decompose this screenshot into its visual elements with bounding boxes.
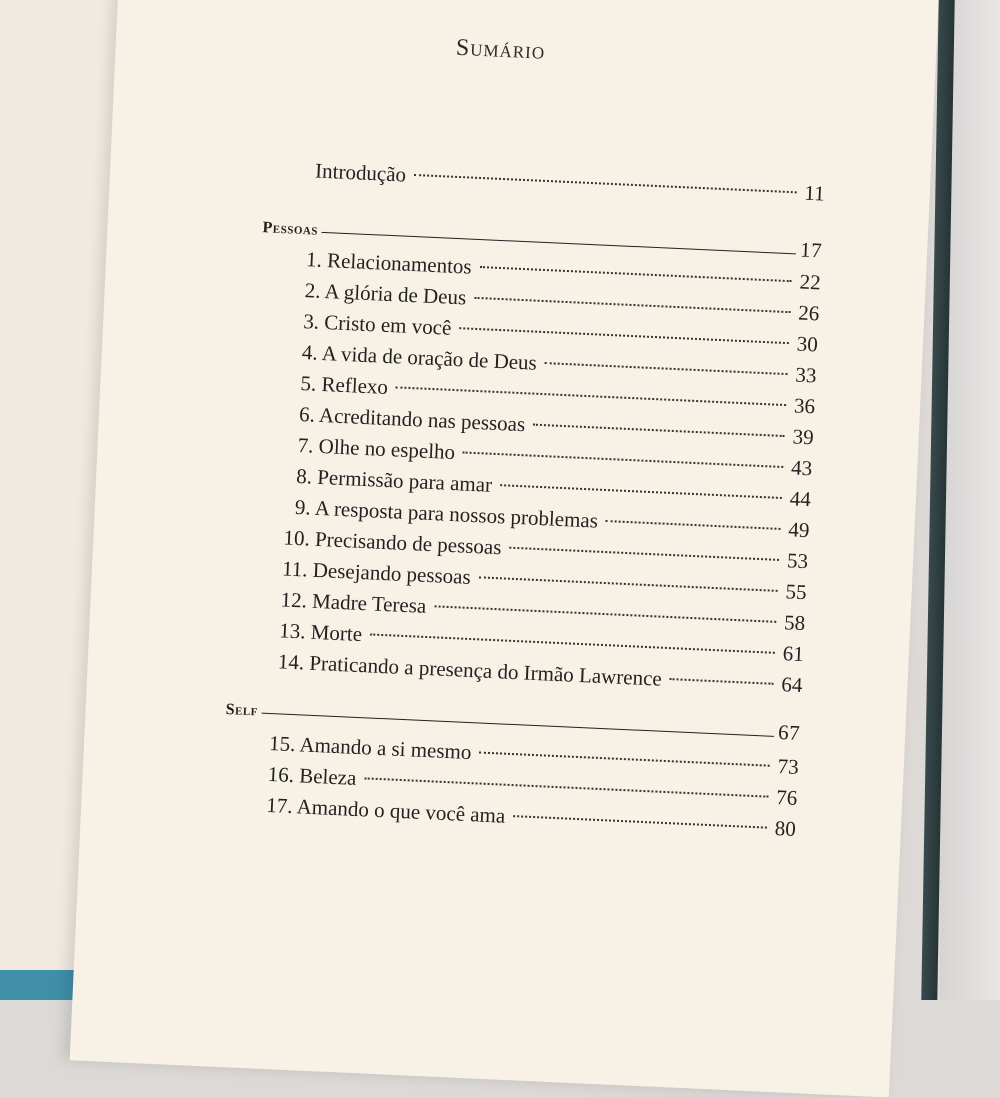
- toc-page-number: 73: [777, 754, 800, 780]
- toc-page-number: 43: [790, 455, 813, 481]
- toc-entry-label: 17. Amando o que você ama: [265, 792, 506, 828]
- toc-page-number: 11: [803, 180, 826, 206]
- toc-entry-label: 13. Morte: [278, 618, 363, 647]
- toc-entry-label: 11. Desejando pessoas: [281, 556, 472, 589]
- leader-dots: [414, 174, 796, 193]
- toc-entry-label: 2. A glória de Deus: [304, 278, 467, 310]
- toc-page-number: 26: [797, 300, 820, 326]
- leader-dots: [533, 424, 785, 437]
- leader-dots: [463, 451, 783, 468]
- toc-page-number: 76: [775, 785, 798, 810]
- toc-entry-label: 14. Praticando a presença do Irmão Lawrence: [277, 649, 663, 691]
- contents-page: [70, 0, 940, 1097]
- toc-page-number: 49: [787, 517, 810, 543]
- toc-entry-label: 4. A vida de oração de Deus: [301, 340, 538, 375]
- toc-page-number: 44: [789, 486, 812, 512]
- leader-dots: [434, 605, 776, 623]
- toc-page-number: 17: [799, 237, 823, 263]
- leader-dots: [396, 386, 786, 406]
- toc-page-number: 58: [783, 610, 806, 636]
- leader-dots: [480, 266, 792, 282]
- leader-dots: [670, 678, 774, 685]
- toc-page-number: 55: [785, 579, 808, 605]
- section-heading-label: Self: [225, 700, 259, 720]
- toc-entry-label: 7. Olhe no espelho: [297, 432, 456, 465]
- toc-page-number: 30: [796, 331, 819, 357]
- leader-dots: [474, 297, 790, 313]
- toc-page-number: 61: [782, 641, 805, 667]
- leader-dots: [513, 815, 767, 829]
- toc-entry-label: 15. Amando a si mesmo: [268, 730, 472, 765]
- toc-entry-label: 8. Permissão para amar: [295, 463, 493, 497]
- section-heading-label: Pessoas: [262, 219, 319, 239]
- toc-entry-label: 6. Acreditando nas pessoas: [298, 402, 526, 437]
- leader-dots: [370, 633, 775, 653]
- toc-entry-label: 3. Cristo em você: [302, 309, 452, 340]
- toc-entry-label: 1. Relacionamentos: [305, 247, 473, 279]
- toc-page-number: 36: [793, 393, 816, 419]
- leader-dots: [364, 777, 768, 797]
- leader-dots: [606, 520, 781, 530]
- toc-page-number: 67: [777, 720, 801, 746]
- toc-page-number: 22: [799, 269, 822, 295]
- leader-dots: [459, 327, 789, 344]
- toc-entry-label: 16. Beleza: [267, 761, 357, 790]
- toc-entry-label: Introdução: [314, 158, 407, 187]
- toc-page-number: 53: [786, 548, 809, 574]
- leader-dots: [509, 547, 779, 561]
- toc-page-number: 33: [794, 362, 817, 388]
- leader-dots: [479, 576, 778, 592]
- leader-dots: [545, 362, 788, 375]
- leader-dots: [479, 752, 769, 767]
- toc-page-number: 39: [792, 424, 815, 450]
- page-title: Sumário: [455, 34, 546, 65]
- toc-page-number: 80: [774, 816, 797, 841]
- toc-page-number: 64: [780, 672, 803, 698]
- toc-entry-label: 10. Precisando de pessoas: [283, 525, 502, 560]
- toc-entry-intro: [315, 158, 826, 206]
- toc-entry-label: 9. A resposta para nossos problemas: [294, 494, 599, 533]
- toc-entry-label: 5. Reflexo: [300, 371, 389, 399]
- toc-entry-label: 12. Madre Teresa: [280, 587, 427, 618]
- leader-dots: [500, 484, 782, 499]
